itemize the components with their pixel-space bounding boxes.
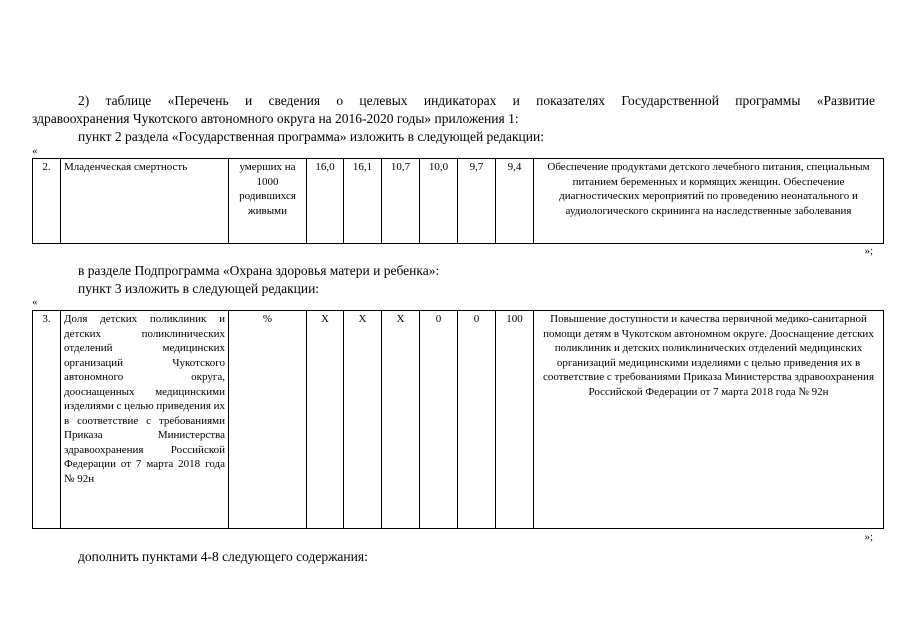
value-cell: 10,0 <box>420 159 458 244</box>
value-cell: X <box>307 311 344 529</box>
measures-cell: Обеспечение продуктами детского лечебного питания, специальным питанием беременных и кормящих женщин. Обеспечение диагностических мероприятий по проведению неонатального и аудиологического скрининга на наследственные заболевания <box>534 159 884 244</box>
intro-line-1: 2) таблице «Перечень и сведения о целевых индикаторах и показателях Государственной программы «Развитие <box>78 93 875 108</box>
section2-line-2: пункт 3 изложить в следующей редакции: <box>78 281 320 296</box>
open-quote-1: « <box>32 145 38 157</box>
intro-line-3: пункт 2 раздела «Государственная программа» изложить в следующей редакции: <box>78 129 544 144</box>
row-number: 2. <box>33 159 61 244</box>
footer-line-1: дополнить пунктами 4-8 следующего содержания: <box>78 549 368 564</box>
value-cell: X <box>344 311 382 529</box>
indicator-name: Младенческая смертность <box>61 159 229 244</box>
table-row <box>33 311 884 529</box>
table-row <box>33 159 884 244</box>
indicator-table-1 <box>32 158 884 244</box>
indicator-table-2 <box>32 310 884 529</box>
value-cell: 0 <box>458 311 496 529</box>
value-cell: 0 <box>420 311 458 529</box>
indicator-name: Доля детских поликлиник и детских поликлинических отделений медицинских организаций Чукотского автономного округа, дооснащенных медицинскими изделиями с целью приведения их в соответствие с требованиями Приказа Министерства здравоохранения Российской Федерации от 7 марта 2018 года № 92н <box>61 311 229 529</box>
value-cell: 100 <box>496 311 534 529</box>
value-cell: 9,7 <box>458 159 496 244</box>
unit-cell: % <box>229 311 307 529</box>
unit-cell: умерших на 1000 родившихся живыми <box>229 159 307 244</box>
close-quote-2: »; <box>864 531 873 543</box>
value-cell: 16,1 <box>344 159 382 244</box>
measures-cell: Повышение доступности и качества первичной медико-санитарной помощи детям в Чукотском автономном округе. Дооснащение детских поликлиник и детских поликлинических отделений медицинских организаций медицинскими изделиями с целью приведения их в соответствие с требованиями Приказа Министерства здравоохранения Российской Федерации от 7 марта 2018 года № 92н <box>534 311 884 529</box>
close-quote-1: »; <box>864 245 873 257</box>
intro-line-2: здравоохранения Чукотского автономного округа на 2016-2020 годы» приложения 1: <box>32 111 519 126</box>
value-cell: 9,4 <box>496 159 534 244</box>
value-cell: X <box>382 311 420 529</box>
open-quote-2: « <box>32 296 38 308</box>
row-number: 3. <box>33 311 61 529</box>
value-cell: 10,7 <box>382 159 420 244</box>
value-cell: 16,0 <box>307 159 344 244</box>
section2-line-1: в разделе Подпрограмма «Охрана здоровья матери и ребенка»: <box>78 263 440 278</box>
